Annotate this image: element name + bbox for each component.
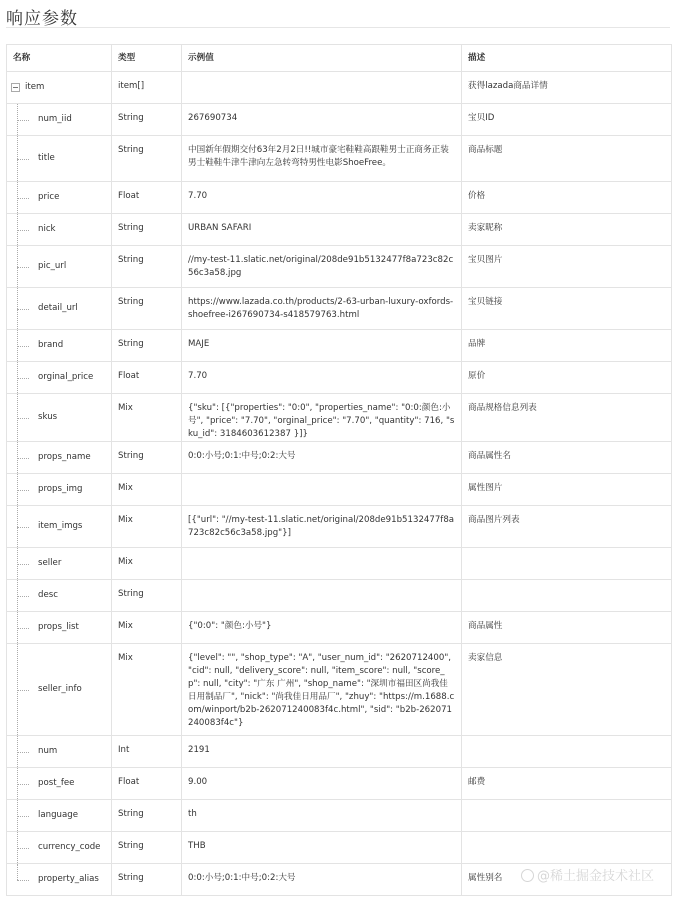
name-cell	[7, 864, 112, 896]
table-row	[7, 442, 672, 474]
table-row	[7, 182, 672, 214]
param-type: String	[112, 864, 182, 896]
param-type: String	[112, 246, 182, 288]
param-example: //my-test-11.slatic.net/original/208de91b5132477f8a723c82c56c3a58.jpg	[182, 246, 462, 288]
param-type: String	[112, 288, 182, 330]
name-cell	[7, 104, 112, 136]
name-cell	[7, 548, 112, 580]
param-example: th	[182, 800, 462, 832]
param-name: num	[38, 746, 58, 756]
param-example: {"level": "", "shop_type": "A", "user_num_id": "2620712400", "cid": null, "delivery_score": null, "item_score": null, "score_p": null, "city": "广东 广州", "shop_name": "深圳市福田区尚我佳日用制品厂", "nick": "尚我佳日用品厂", "zhuy": "https://m.1688.com/winport/b2b-262071240083f4c.html", "sid": "b2b-262071240083f4c"}	[182, 644, 462, 736]
table-row	[7, 832, 672, 864]
param-name: num_iid	[38, 114, 72, 124]
param-name: item	[25, 82, 45, 92]
param-name: title	[38, 153, 55, 163]
name-cell	[7, 800, 112, 832]
column-header-example: 示例值	[182, 45, 462, 72]
name-cell	[7, 362, 112, 394]
name-cell	[7, 736, 112, 768]
name-cell	[7, 832, 112, 864]
column-header-type: 类型	[112, 45, 182, 72]
table-row	[7, 548, 672, 580]
param-description: 宝贝ID	[462, 104, 672, 136]
param-example	[182, 580, 462, 612]
param-description: 属性别名	[462, 864, 672, 896]
param-name: language	[38, 810, 79, 820]
name-cell	[7, 506, 112, 548]
name-cell	[7, 136, 112, 182]
table-row	[7, 72, 672, 104]
param-description: 获得lazada商品详情	[462, 72, 672, 104]
param-name: desc	[38, 590, 58, 600]
param-type: item[]	[112, 72, 182, 104]
param-example: 7.70	[182, 362, 462, 394]
param-example: URBAN SAFARI	[182, 214, 462, 246]
param-name: currency_code	[38, 842, 101, 852]
param-example: [{"url": "//my-test-11.slatic.net/original/208de91b5132477f8a723c82c56c3a58.jpg"}]	[182, 506, 462, 548]
name-cell	[7, 580, 112, 612]
table-row	[7, 768, 672, 800]
param-name: props_name	[38, 452, 91, 462]
table-row	[7, 736, 672, 768]
param-example: 9.00	[182, 768, 462, 800]
table-body	[7, 72, 672, 896]
name-cell	[7, 330, 112, 362]
param-example: 267690734	[182, 104, 462, 136]
param-description: 卖家昵称	[462, 214, 672, 246]
name-cell	[7, 394, 112, 442]
param-description: 商品属性	[462, 612, 672, 644]
param-name: seller_info	[38, 684, 82, 694]
param-type: Float	[112, 768, 182, 800]
param-name: detail_url	[38, 303, 78, 313]
param-description: 价格	[462, 182, 672, 214]
param-example: 0:0:小号;0:1:中号;0:2:大号	[182, 864, 462, 896]
param-name: post_fee	[38, 778, 75, 788]
param-description: 属性图片	[462, 474, 672, 506]
param-description: 宝贝链接	[462, 288, 672, 330]
table-row	[7, 394, 672, 442]
table-row	[7, 104, 672, 136]
param-type: Mix	[112, 506, 182, 548]
param-description: 商品图片列表	[462, 506, 672, 548]
name-cell	[7, 288, 112, 330]
param-type: Mix	[112, 394, 182, 442]
param-description: 商品标题	[462, 136, 672, 182]
param-description	[462, 832, 672, 864]
name-cell	[7, 644, 112, 736]
column-header-name: 名称	[7, 45, 112, 72]
param-type: String	[112, 330, 182, 362]
param-type: Float	[112, 182, 182, 214]
param-description: 品牌	[462, 330, 672, 362]
param-description: 原价	[462, 362, 672, 394]
table-row	[7, 246, 672, 288]
param-name: skus	[38, 412, 58, 422]
param-type: String	[112, 442, 182, 474]
param-description: 宝贝图片	[462, 246, 672, 288]
param-example: 2191	[182, 736, 462, 768]
param-type: Mix	[112, 644, 182, 736]
juejin-logo-icon	[521, 869, 534, 882]
param-type: String	[112, 214, 182, 246]
param-description: 商品规格信息列表	[462, 394, 672, 442]
param-type: String	[112, 832, 182, 864]
param-example: 0:0:小号;0:1:中号;0:2:大号	[182, 442, 462, 474]
param-description	[462, 580, 672, 612]
table-row	[7, 800, 672, 832]
param-example: 7.70	[182, 182, 462, 214]
name-cell	[7, 612, 112, 644]
param-type: Int	[112, 736, 182, 768]
param-name: nick	[38, 224, 56, 234]
name-cell	[7, 442, 112, 474]
param-name: seller	[38, 558, 62, 568]
param-description	[462, 548, 672, 580]
param-name: property_alias	[38, 874, 99, 884]
param-description: 卖家信息	[462, 644, 672, 736]
param-name: item_imgs	[38, 521, 83, 531]
name-cell	[7, 768, 112, 800]
param-type: Mix	[112, 548, 182, 580]
table-row	[7, 506, 672, 548]
name-cell	[7, 182, 112, 214]
param-example: {"0:0": "颜色:小号"}	[182, 612, 462, 644]
name-cell	[7, 246, 112, 288]
param-name: brand	[38, 340, 64, 350]
page-title: 响应参数	[6, 9, 78, 29]
watermark-text: @稀土掘金技术社区	[536, 869, 654, 884]
param-example: {"sku": [{"properties": "0:0", "properties_name": "0:0:颜色:小号", "price": "7.70", "orginal_price": "7.70", "quantity": 716, "sku_id": 3184603612387 }]}	[182, 394, 462, 442]
watermark	[521, 865, 654, 884]
param-type: String	[112, 580, 182, 612]
table-row	[7, 580, 672, 612]
table-row	[7, 362, 672, 394]
table-row	[7, 330, 672, 362]
table-row	[7, 288, 672, 330]
table-row	[7, 644, 672, 736]
param-example: MAJE	[182, 330, 462, 362]
param-description	[462, 736, 672, 768]
param-example: https://www.lazada.co.th/products/2-63-urban-luxury-oxfords-shoefree-i267690734-s418579763.html	[182, 288, 462, 330]
param-example	[182, 72, 462, 104]
title-divider	[6, 27, 670, 28]
column-header-description: 描述	[462, 45, 672, 72]
table-row	[7, 214, 672, 246]
table-row	[7, 136, 672, 182]
param-description	[462, 800, 672, 832]
param-example	[182, 474, 462, 506]
param-example	[182, 548, 462, 580]
param-name: props_img	[38, 484, 83, 494]
param-type: String	[112, 104, 182, 136]
name-cell	[7, 474, 112, 506]
param-type: Mix	[112, 474, 182, 506]
param-name: pic_url	[38, 261, 67, 271]
response-params-table	[6, 44, 672, 896]
param-type: Mix	[112, 612, 182, 644]
param-name: orginal_price	[38, 372, 94, 382]
param-type: Float	[112, 362, 182, 394]
table-row	[7, 612, 672, 644]
param-type: String	[112, 136, 182, 182]
name-cell	[7, 72, 112, 104]
param-example: THB	[182, 832, 462, 864]
param-description: 商品属性名	[462, 442, 672, 474]
param-name: price	[38, 192, 60, 202]
param-name: props_list	[38, 622, 79, 632]
param-description: 邮费	[462, 768, 672, 800]
name-cell	[7, 214, 112, 246]
table-row	[7, 474, 672, 506]
table-header-row	[7, 45, 672, 72]
param-example: 中国新年假期交付63年2月2日!!城市豪宅鞋鞋高跟鞋男士正商务正装男士鞋鞋牛津牛津向左急转弯特男性电影ShoeFree。	[182, 136, 462, 182]
param-type: String	[112, 800, 182, 832]
